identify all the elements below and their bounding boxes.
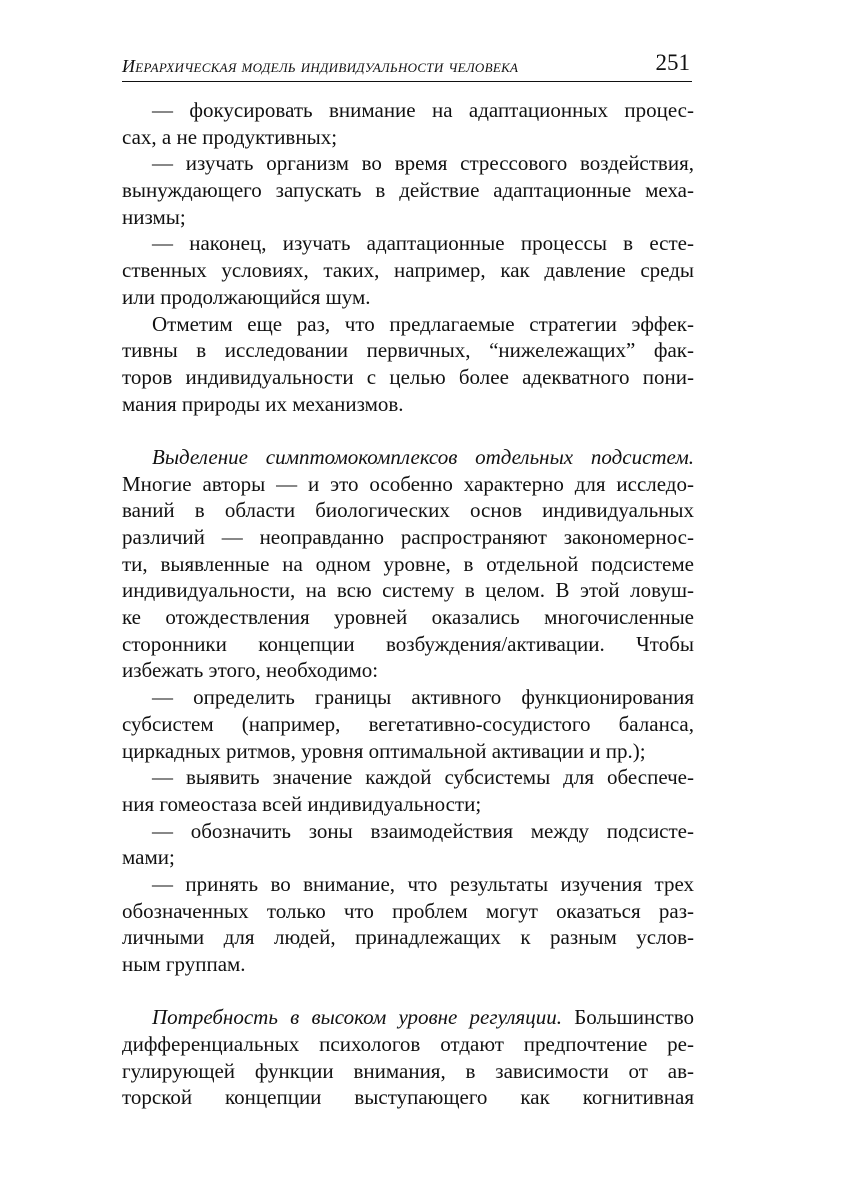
- text-line: — выявить значение каждой субсистемы для обеспече-: [152, 765, 694, 790]
- text-line: — определить границы активного функционирования: [152, 685, 694, 710]
- paragraph: [122, 97, 694, 150]
- text-line: гулирующей функции внимания, в зависимости от ав-: [122, 1058, 694, 1083]
- text-line: индивидуальности, на всю систему в целом. В этой ловуш-: [122, 578, 694, 603]
- text-line: — наконец, изучать адаптационные процессы в есте-: [152, 231, 694, 256]
- paragraph: [122, 444, 694, 684]
- paragraph: [122, 871, 694, 978]
- section-gap: [122, 978, 694, 1005]
- text-line: — фокусировать внимание на адаптационных процес-: [152, 98, 694, 122]
- text-line: или продолжающийся шум.: [122, 284, 371, 309]
- paragraph: [122, 818, 694, 871]
- running-header: [122, 50, 692, 82]
- text-line: — принять во внимание, что результаты изучения трех: [152, 871, 694, 896]
- text-line: [122, 1004, 694, 1031]
- text-line: ственных условиях, таких, например, как давление среды: [122, 258, 694, 283]
- text-line: сах, а не продуктивных;: [122, 124, 338, 149]
- text-line: ным группам.: [122, 952, 246, 976]
- paragraph: [122, 1004, 694, 1111]
- paragraph: [122, 684, 694, 764]
- text-line: ти, выявленные на одном уровне, в отдельной подсистеме: [122, 551, 694, 576]
- section-heading: Выделение симптомокомплексов отдельных подсистем.: [152, 444, 694, 469]
- section-gap: [122, 417, 694, 444]
- text-line: мания природы их механизмов.: [122, 391, 404, 416]
- text-line: Отметим еще раз, что предлагаемые стратегии эффек-: [152, 311, 694, 336]
- text-line: торов индивидуальности с целью более адекватного пони-: [122, 364, 694, 389]
- text-line: дифференциальных психологов отдают предпочтение ре-: [122, 1032, 694, 1057]
- running-title: Иерархическая модель индивидуальности человека: [122, 56, 519, 76]
- text-line: — изучать организм во время стрессового воздействия,: [152, 151, 694, 176]
- text-line: Многие авторы — и это особенно характерно для исследо-: [122, 471, 694, 496]
- text-line: обозначенных только что проблем могут оказаться раз-: [122, 898, 694, 923]
- text-line: сторонники концепции возбуждения/активации. Чтобы: [122, 631, 694, 656]
- paragraph: [122, 311, 694, 418]
- text-line: торской концепции выступающего как когнитивная: [122, 1085, 694, 1110]
- text-line: ке отождествления уровней оказались многочисленные: [122, 605, 694, 630]
- text-line: личными для людей, принадлежащих к разным услов-: [122, 925, 694, 950]
- header-rule: [122, 81, 692, 82]
- text-line: ния гомеостаза всей индивидуальности;: [122, 791, 482, 816]
- paragraph: [122, 764, 694, 817]
- text-line: циркадных ритмов, уровня оптимальной активации и пр.);: [122, 738, 646, 763]
- paragraph: [122, 150, 694, 230]
- paragraph: [122, 230, 694, 310]
- section-heading: Потребность в высоком уровне регуляции.: [152, 1005, 562, 1030]
- text-line: вынуждающего запускать в действие адаптационные меха-: [122, 178, 694, 203]
- text-line: низмы;: [122, 204, 186, 229]
- text-run: Большинство: [562, 1005, 694, 1030]
- text-line: ваний в области биологических основ индивидуальных: [122, 498, 694, 523]
- body-text: [122, 97, 694, 1111]
- text-line: избежать этого, необходимо:: [122, 658, 379, 683]
- text-line: мами;: [122, 845, 175, 870]
- text-line: субсистем (например, вегетативно-сосудистого баланса,: [122, 711, 694, 736]
- text-line: — обозначить зоны взаимодействия между подсисте-: [152, 818, 694, 843]
- page-number: 251: [655, 50, 690, 75]
- text-line: тивны в исследовании первичных, “нижележащих” фак-: [122, 338, 694, 363]
- text-line: различий — неоправданно распространяют закономернос-: [122, 525, 694, 549]
